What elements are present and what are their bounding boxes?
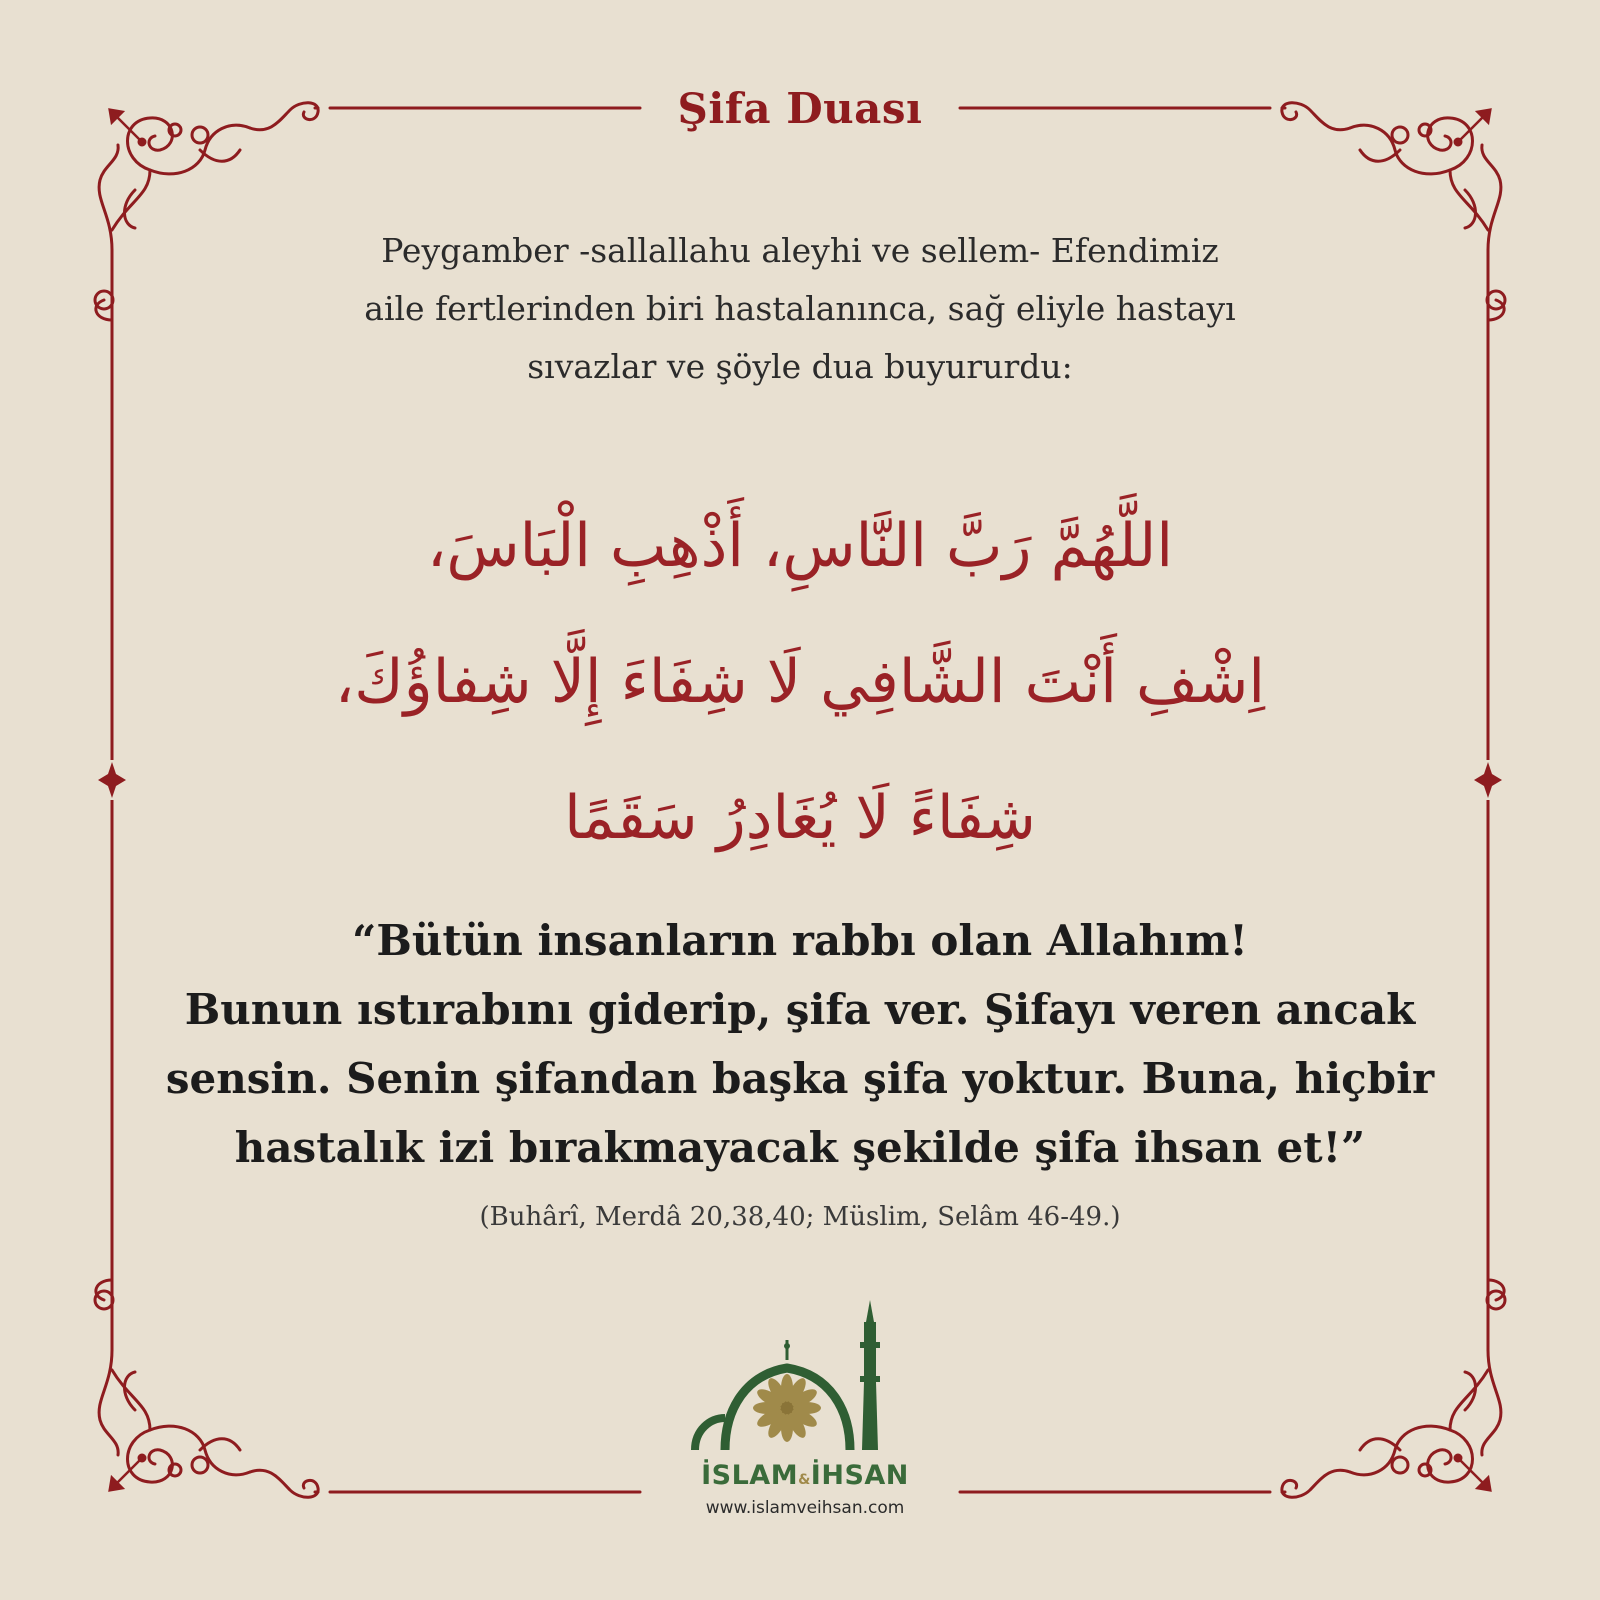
source-citation: (Buhârî, Merdâ 20,38,40; Müslim, Selâm 46-49.) [479, 1202, 1121, 1232]
arabic-line: اِشْفِ أَنْتَ الشَّافِي لَا شِفَاءَ إِلَّا شِفاؤُكَ، [334, 647, 1266, 717]
side-star-left [98, 762, 126, 798]
logo-name-right: İHSAN [810, 1460, 909, 1491]
intro-line: Peygamber -sallallahu aleyhi ve sellem- Efendimiz [381, 231, 1219, 270]
intro-text [260, 222, 1340, 396]
intro-line: aile fertlerinden biri hastalanınca, sağ eliyle hastayı [364, 289, 1236, 328]
logo-ampersand: & [798, 1472, 811, 1488]
intro-line: sıvazlar ve şöyle dua buyururdu: [527, 347, 1073, 386]
arabic-prayer [140, 478, 1460, 886]
page-title: Şifa Duası [677, 84, 923, 133]
mosque-icon [685, 1300, 925, 1460]
translation-line: hastalık izi bırakmayacak şekilde şifa ihsan et!” [234, 1123, 1366, 1172]
side-star-right [1474, 762, 1502, 798]
translation-line: “Bütün insanların rabbı olan Allahım! [352, 916, 1248, 965]
corner-ornament-bottom-left [95, 1270, 640, 1497]
arabic-line: اللَّهُمَّ رَبَّ النَّاسِ، أَذْهِبِ الْبَاسَ، [427, 511, 1173, 581]
arabic-line: شِفَاءً لَا يُغَادِرُ سَقَمًا [564, 783, 1036, 853]
logo-wordmark [685, 1460, 925, 1491]
logo-name-left: İSLAM [701, 1460, 799, 1491]
corner-ornament-bottom-right [960, 1270, 1505, 1497]
website-url: www.islamveihsan.com [705, 1498, 905, 1518]
brand-logo [685, 1300, 925, 1530]
translation-line: sensin. Senin şifandan başka şifa yoktur. Buna, hiçbir [165, 1054, 1435, 1103]
translation-text [150, 906, 1450, 1182]
translation-line: Bunun ıstırabını giderip, şifa ver. Şifayı veren ancak [184, 985, 1416, 1034]
